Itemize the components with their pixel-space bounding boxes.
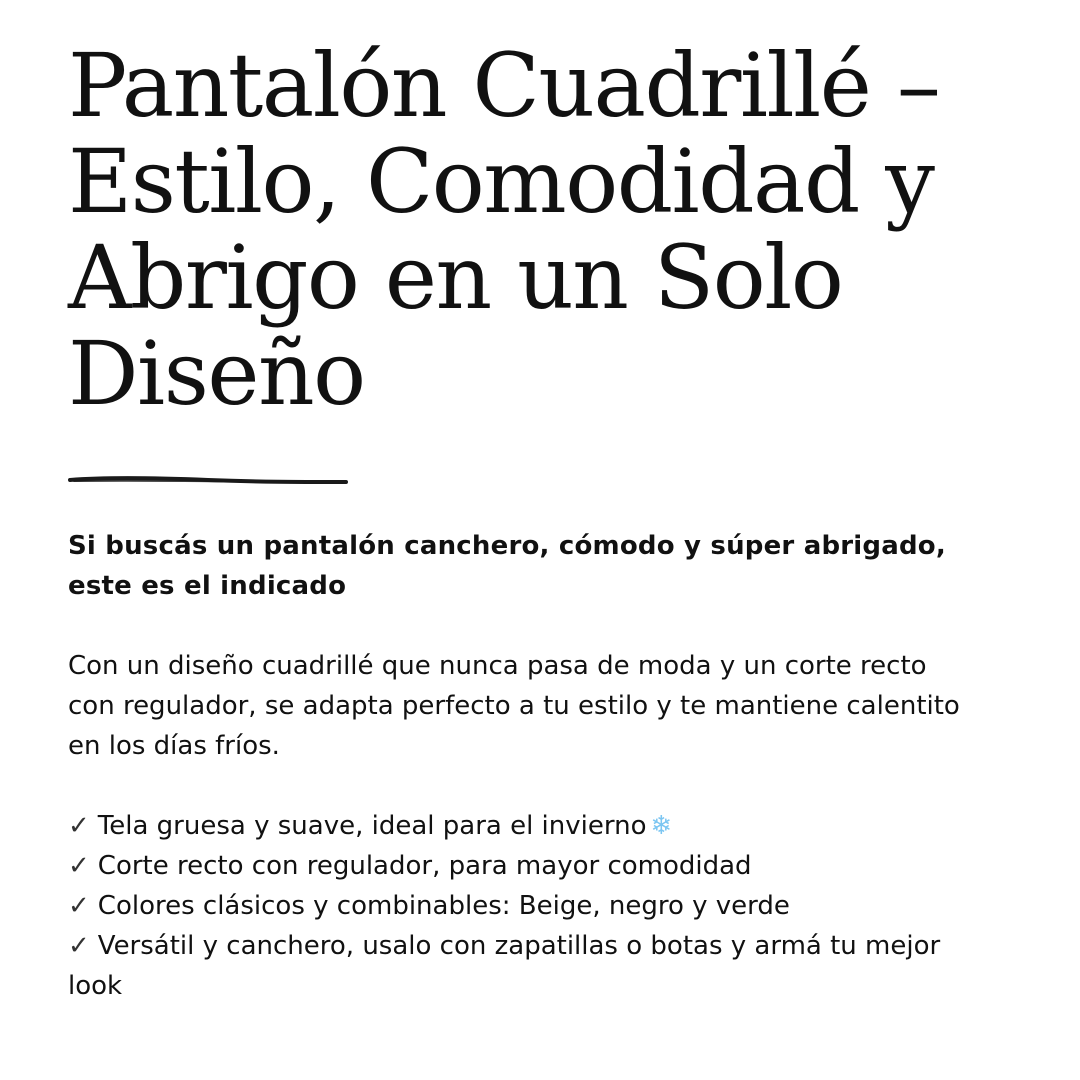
snowflake-icon: ❄ — [650, 811, 673, 841]
checkmark-icon: ✓ — [68, 931, 90, 961]
checkmark-icon: ✓ — [68, 851, 90, 881]
feature-list — [68, 806, 978, 1006]
brush-divider — [68, 474, 348, 486]
checkmark-icon: ✓ — [68, 891, 90, 921]
feature-item — [68, 886, 978, 926]
lead-text: Si buscás un pantalón canchero, cómodo y súper abrigado, este es el indicado — [68, 531, 946, 601]
feature-text: Corte recto con regulador, para mayor comodidad — [97, 851, 752, 881]
feature-text: Colores clásicos y combinables: Beige, negro y verde — [97, 891, 790, 921]
feature-item — [68, 846, 978, 886]
feature-text: Versátil y canchero, usalo con zapatillas o botas y armá tu mejor look — [68, 931, 941, 1001]
page-title: Pantalón Cuadrillé – Estilo, Comodidad y Abrigo en un Solo Diseño — [68, 34, 940, 425]
description-text: Con un diseño cuadrillé que nunca pasa de moda y un corte recto con regulador, se adapta perfecto a tu estilo y te mantiene calentito en los días fríos. — [68, 651, 960, 761]
checkmark-icon: ✓ — [68, 811, 90, 841]
feature-item — [68, 806, 978, 846]
feature-item — [68, 926, 978, 1006]
feature-text: Tela gruesa y suave, ideal para el invierno — [97, 811, 647, 841]
product-description — [68, 34, 1028, 1006]
